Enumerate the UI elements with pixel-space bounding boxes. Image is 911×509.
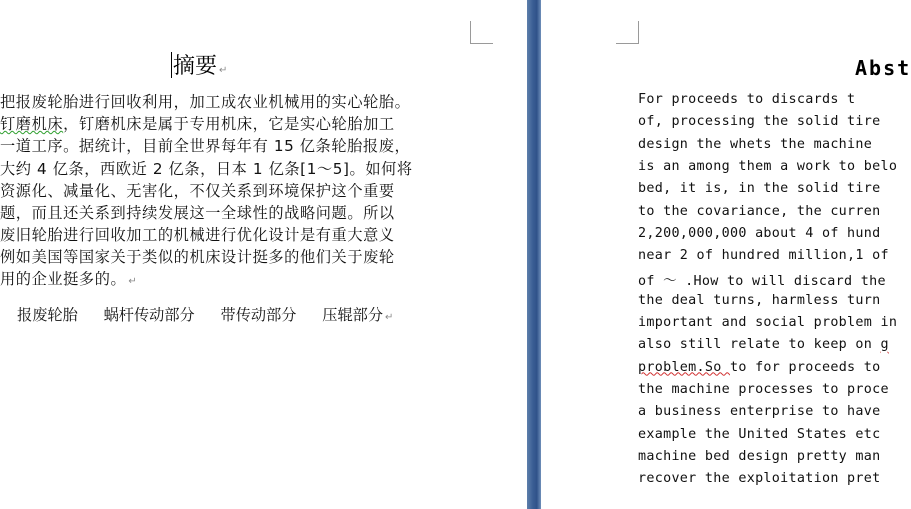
abstract-en-line: near 2 of hundred million,1 of xyxy=(638,248,889,264)
abstract-line-9-text: 用的企业挺多的。 xyxy=(0,270,127,288)
abstract-en-line: For proceeds to discards t xyxy=(638,92,856,107)
keywords-row xyxy=(17,304,393,325)
abstract-en-line: important and social problem in xyxy=(638,315,898,330)
abstract-en-line: example the United States etc xyxy=(638,426,881,442)
page-margin-corner-mark xyxy=(616,21,639,44)
spellcheck-underlined-word: problem.So xyxy=(638,359,730,375)
keyword-3: 带传动部分 xyxy=(220,306,297,324)
abstract-line-8: 例如美国等国家关于类似的机床设计挺多的他们关于废轮 xyxy=(0,248,395,266)
abstract-line-7: 废旧轮胎进行回收加工的机械进行优化设计是有重大意义 xyxy=(0,226,395,244)
title-text: 摘要 xyxy=(173,54,218,79)
keyword-1: 报废轮胎 xyxy=(17,306,78,324)
abstract-en-line: problem.So to for proceeds to xyxy=(638,359,881,375)
abstract-en-line: the deal turns, harmless turn xyxy=(638,292,881,308)
abstract-line-5: 资源化、减量化、无害化，不仅关系到环境保护这个重要 xyxy=(0,182,395,200)
abstract-line-6: 题，而且还关系到持续发展这一全球性的战略问题。所以 xyxy=(0,204,395,222)
spellcheck-underlined-word: 钉磨机床 xyxy=(0,115,64,133)
page-margin-corner-mark xyxy=(470,21,493,44)
abstract-en-line: bed, it is, in the solid tire xyxy=(638,181,881,197)
abstract-en-line: design the whets the machine xyxy=(638,136,873,152)
abstract-en-line: of, processing the solid tire xyxy=(638,114,881,130)
text-cursor xyxy=(171,52,172,78)
paragraph-mark-icon: ↵ xyxy=(385,312,394,323)
abstract-line-9 xyxy=(0,268,137,289)
keyword-2: 蜗杆传动部分 xyxy=(103,306,195,324)
abstract-en-line: a business enterprise to have xyxy=(638,404,881,420)
abstract-title-en: Abst xyxy=(855,56,911,80)
paragraph-mark-icon: ↵ xyxy=(219,65,228,76)
abstract-en-line: to the covariance, the curren xyxy=(638,203,881,219)
abstract-en-line: the machine processes to proce xyxy=(638,381,889,397)
abstract-title-cn xyxy=(171,49,227,80)
abstract-line-2 xyxy=(0,113,395,134)
document-page-right[interactable] xyxy=(541,0,911,509)
page-gap-divider xyxy=(527,0,541,509)
paragraph-mark-icon: ↵ xyxy=(128,276,138,287)
keyword-4: 压辊部分 xyxy=(322,306,384,324)
abstract-en-line: recover the exploitation pret xyxy=(638,471,881,487)
abstract-line-1: 把报废轮胎进行回收利用，加工成农业机械用的实心轮胎。 xyxy=(0,93,411,111)
abstract-en-line: 2,200,000,000 about 4 of hund xyxy=(638,225,881,241)
abstract-line-2-text: 钉磨机床，钉磨机床是属于专用机床，它是实心轮胎加工 xyxy=(0,115,395,133)
abstract-line-4: 大约 4 亿条，西欧近 2 亿条，日本 1 亿条[1～5]。如何将 xyxy=(0,160,413,178)
abstract-en-line: is an among them a work to belo xyxy=(638,158,898,174)
abstract-en-line: also still relate to keep on g xyxy=(638,337,889,353)
abstract-line-3: 一道工序。据统计，目前全世界每年有 15 亿条轮胎报废， xyxy=(0,137,411,155)
abstract-en-line: machine bed design pretty man xyxy=(638,448,881,464)
spellcheck-underlined-word: g xyxy=(880,337,889,353)
abstract-en-line: of ～ .How to will discard the xyxy=(638,274,886,290)
